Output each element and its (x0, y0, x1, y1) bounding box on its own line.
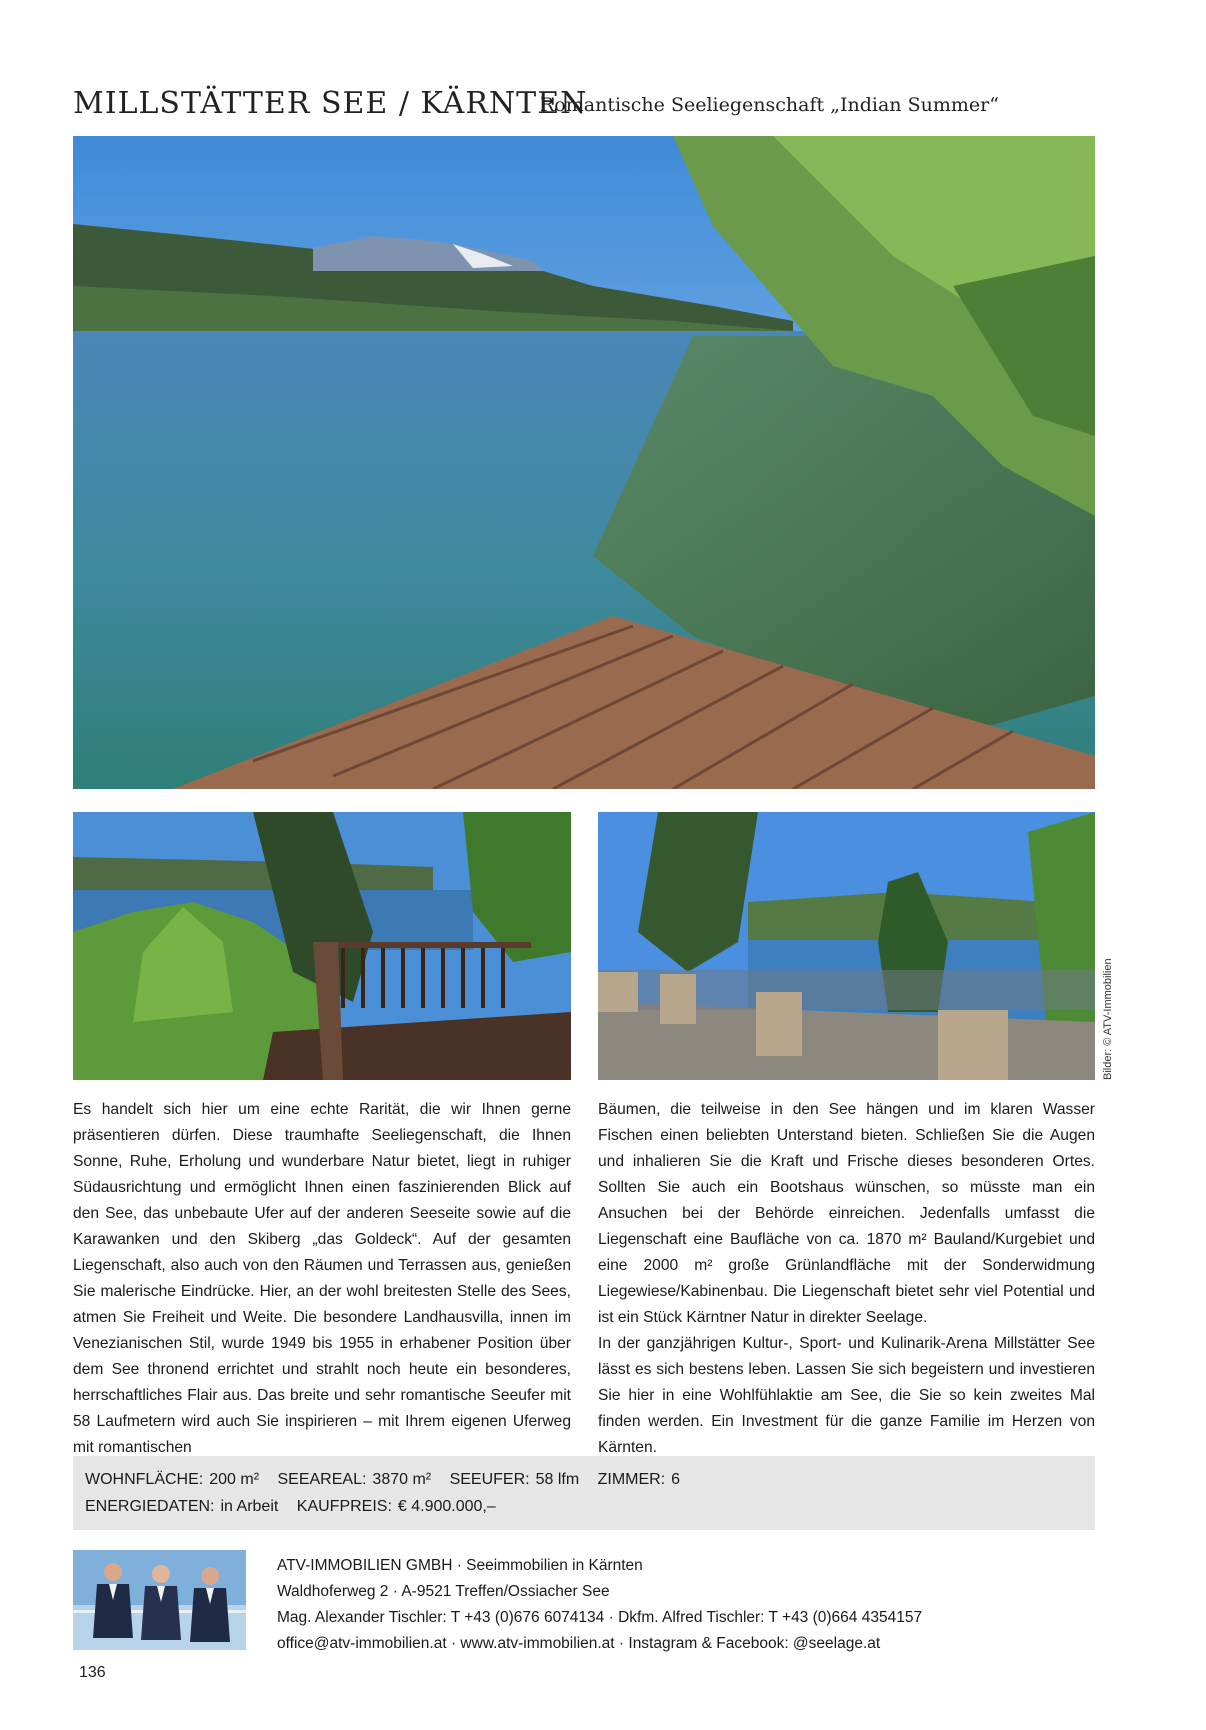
body-text-left-column (73, 1097, 571, 1461)
lake-area-value: 3870 m² (372, 1471, 432, 1488)
phone-line: Mag. Alexander Tischler: T +43 (0)676 6074134 · Dkfm. Alfred Tischler: T +43 (0)664 4354157 (277, 1609, 923, 1626)
energy-data-label: ENERGIEDATEN: (85, 1498, 215, 1515)
team-photo (73, 1550, 246, 1650)
hero-photo (73, 136, 1095, 789)
page-number: 136 (79, 1664, 106, 1681)
price-value: € 4.900.000,– (397, 1498, 496, 1515)
contact-block (277, 1553, 922, 1657)
body-paragraph: Bäumen, die teilweise in den See hängen und im klaren Wasser Fischen einen beliebten Unterstand bieten. Schließen Sie die Augen und inhalieren Sie die Kraft und Frische dieses besonderen Ortes. Sollten Sie auch ein Bootshaus wünschen, so müsste man ein Ansuchen bei der Behörde einreichen. Jedenfalls umfasst die Liegenschaft eine Baufläche von ca. 1870 m² Bauland/Kurgebiet und eine 2000 m² große Grünlandfläche mit der Sonderwidmung Liegewiese/Kabinenbau. Die Liegenschaft bietet sehr viel Potential und ist ein Stück Kärntner Natur in direkter Seelage. (598, 1101, 1095, 1326)
living-area-label: WOHNFLÄCHE: (85, 1471, 204, 1488)
terrace-photo (598, 812, 1095, 1080)
facts-row-1 (85, 1466, 1083, 1493)
lake-area-label: SEEAREAL: (277, 1471, 367, 1488)
address-line: Waldhoferweg 2 · A-9521 Treffen/Ossiacher See (277, 1583, 610, 1600)
price-label: KAUFPREIS: (296, 1498, 392, 1515)
property-facts-box (73, 1456, 1095, 1530)
body-text-right-column (598, 1097, 1095, 1461)
body-paragraph: In der ganzjährigen Kultur-, Sport- und Kulinarik-Arena Millstätter See lässt es sich bestens leben. Lassen Sie sich begeistern und investieren Sie hier in eine Wohlfühlaktie am See, die Sie so kein zweites Mal finden werden. Ein Investment für die ganze Familie im Herzen von Kärnten. (598, 1335, 1095, 1456)
rooms-value: 6 (671, 1471, 681, 1488)
photo-credit: Bilder: © ATV-Immobilien (1102, 958, 1114, 1080)
web-line[interactable]: office@atv-immobilien.at · www.atv-immobilien.at · Instagram & Facebook: @seelage.at (277, 1635, 881, 1652)
facts-row-2 (85, 1493, 1083, 1520)
body-paragraph: Es handelt sich hier um eine echte Rarität, die wir Ihnen gerne präsentieren dürfen. Diese traumhafte Seeliegenschaft, die Ihnen Sonne, Ruhe, Erholung und wunderbare Natur bietet, liegt in ruhiger Südausrichtung und ermöglicht Ihnen einen faszinierenden Blick auf den See, das unbebaute Ufer auf der anderen Seeseite sowie auf die Karawanken und den Skiberg „das Goldeck“. Auf der gesamten Liegenschaft, also auch von den Räumen und Terrassen aus, genießen Sie malerische Eindrücke. Hier, an der wohl breitesten Stelle des Sees, atmen Sie Freiheit und Weite. Die besondere Landhausvilla, innen im Venezianischen Stil, wurde 1949 bis 1955 in erhabener Position über dem See thronend errichtet und strahlt noch heute ein besonderes, herrschaftliches Flair aus. Das breite und sehr romantische Seeufer mit 58 Laufmetern wird auch Sie inspirieren – mit Ihrem eigenen Uferweg mit romantischen (73, 1101, 571, 1456)
company-line: ATV-IMMOBILIEN GMBH · Seeimmobilien in Kärnten (277, 1557, 643, 1574)
living-area-value: 200 m² (209, 1471, 260, 1488)
page-title: MILLSTÄTTER SEE / KÄRNTEN (73, 86, 588, 121)
page-subtitle: Romantische Seeliegenschaft „Indian Summer“ (540, 94, 999, 116)
balcony-photo (73, 812, 571, 1080)
shoreline-label: SEEUFER: (449, 1471, 530, 1488)
shoreline-value: 58 lfm (535, 1471, 580, 1488)
energy-data-value: in Arbeit (220, 1498, 279, 1515)
rooms-label: ZIMMER: (597, 1471, 666, 1488)
